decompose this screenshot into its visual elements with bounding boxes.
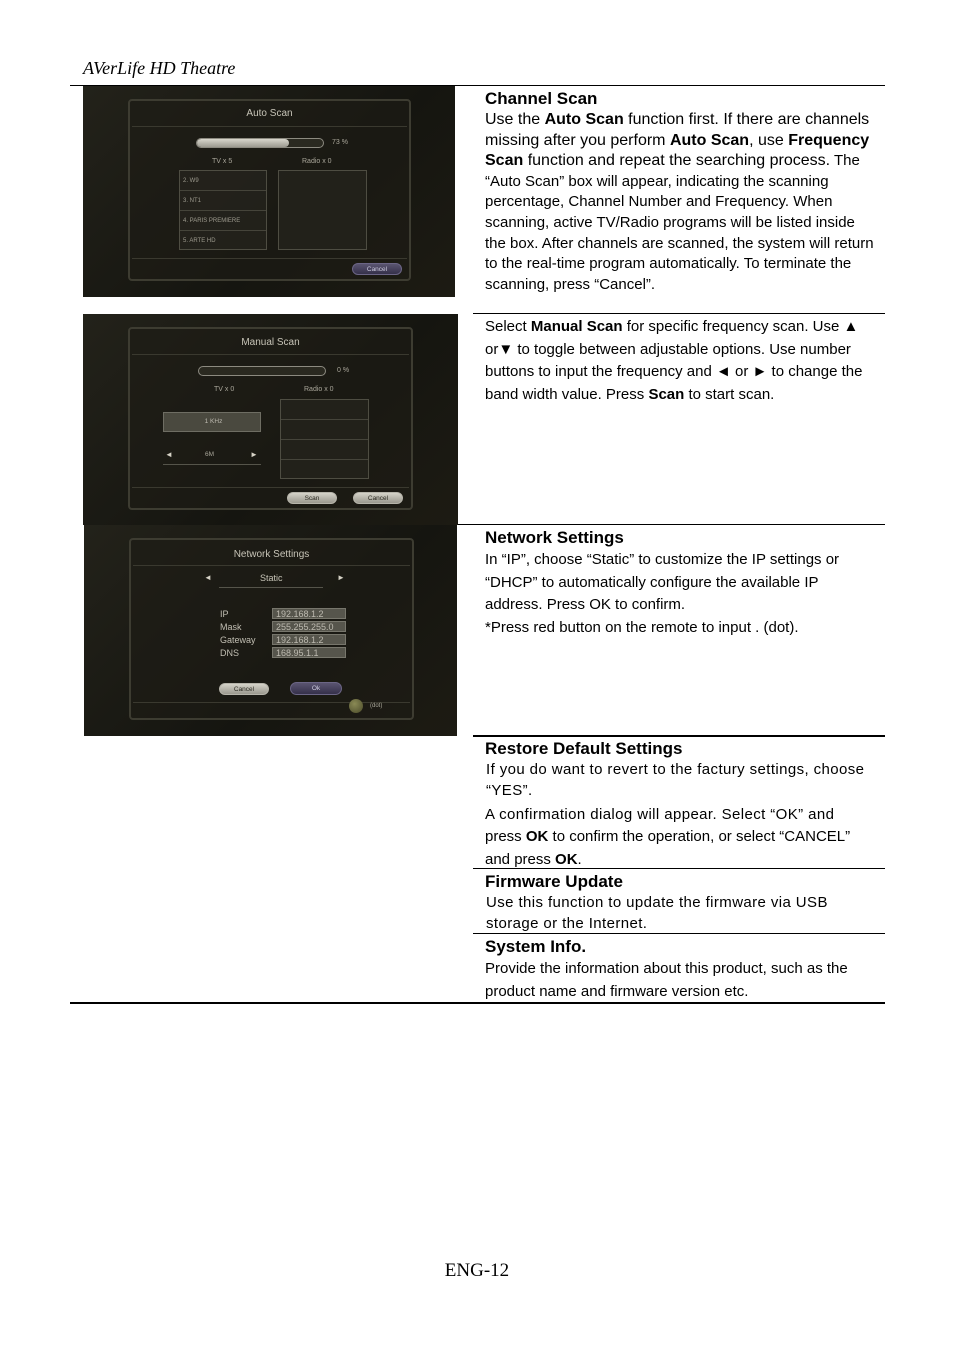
network-mode-value: Static	[260, 573, 283, 583]
bold-run: OK	[555, 850, 578, 868]
manual-scan-radio-count: Radio x 0	[304, 386, 334, 393]
list-item	[281, 440, 368, 460]
manual-scan-text	[485, 316, 877, 406]
text-run: .	[577, 850, 582, 868]
auto-scan-tv-list	[179, 170, 267, 250]
auto-scan-panel	[128, 99, 411, 281]
bold-run: Manual Scan	[530, 318, 623, 335]
list-item: 3. NT1	[180, 191, 266, 211]
dns-label: DNS	[220, 648, 240, 658]
rule-manual-scan	[473, 313, 885, 314]
page-number: ENG-12	[444, 1260, 510, 1281]
bandwidth-right-arrow-icon[interactable]: ►	[250, 450, 258, 459]
bold-run: Frequency Scan	[485, 131, 870, 170]
restore-default-section	[485, 738, 877, 871]
dns-input[interactable]	[272, 647, 346, 658]
network-ok-button[interactable]: Ok	[290, 682, 342, 695]
system-info-heading: System Info.	[485, 937, 587, 956]
auto-scan-cancel-button[interactable]: Cancel	[352, 263, 402, 275]
auto-scan-radio-count: Radio x 0	[302, 158, 332, 165]
gateway-label: Gateway	[220, 635, 256, 645]
manual-scan-scan-button[interactable]: Scan	[287, 492, 337, 504]
manual-scan-panel	[128, 327, 413, 510]
auto-scan-progress-label: 73 %	[332, 139, 348, 146]
network-settings-screenshot	[84, 525, 457, 736]
bold-run: Scan	[648, 385, 685, 403]
panel-divider	[132, 258, 407, 259]
manual-scan-cancel-button[interactable]: Cancel	[353, 492, 403, 504]
text-run: for specific frequency scan. Use ▲ or▼ to toggle between adjustable options. Use number buttons to input the frequency and ◄ or ► to change the band width value. Press	[485, 318, 863, 403]
network-cancel-button[interactable]: Cancel	[219, 683, 269, 695]
channel-scan-section	[485, 88, 877, 295]
network-settings-title: Network Settings	[233, 549, 310, 560]
channel-scan-text	[485, 110, 877, 295]
restore-default-text-1: If you do want to revert to the factury settings, choose “YES”.	[486, 761, 865, 799]
network-settings-panel	[129, 538, 414, 720]
bold-run: OK	[525, 828, 549, 846]
text-run: function first. If there are channels missing after you perform	[485, 111, 870, 149]
mode-left-arrow-icon[interactable]: ◄	[204, 573, 212, 582]
bandwidth-left-arrow-icon[interactable]: ◄	[165, 450, 173, 459]
list-item: 5. ARTE HD	[183, 238, 216, 244]
panel-divider	[132, 487, 409, 488]
text-run: to confirm the operation, or select “CANCEL” and press	[485, 828, 851, 868]
mode-right-arrow-icon[interactable]: ►	[337, 573, 345, 582]
gateway-input[interactable]	[272, 634, 346, 645]
panel-divider	[133, 565, 410, 566]
manual-scan-progress-bar	[198, 366, 326, 376]
panel-divider	[132, 354, 409, 355]
auto-scan-radio-list	[278, 170, 367, 250]
manual-scan-section	[485, 316, 877, 406]
firmware-update-heading: Firmware Update	[485, 872, 623, 891]
network-settings-heading: Network Settings	[485, 528, 624, 547]
system-info-section	[485, 936, 877, 1003]
network-settings-text: In “IP”, choose “Static” to customize the IP settings or “DHCP” to automatically configure the available IP address. Press OK to confirm.	[485, 551, 840, 614]
manual-scan-result-list	[280, 399, 369, 479]
gateway-value: 192.168.1.2	[276, 635, 324, 645]
red-dot-button-icon	[349, 699, 363, 713]
mask-value: 255.255.255.0	[276, 622, 334, 632]
document-header-title: AVerLife HD Theatre	[83, 58, 236, 78]
text-run: function and repeat the searching process.	[523, 152, 831, 170]
network-settings-section	[485, 527, 877, 639]
list-item: 2. W9	[180, 171, 266, 191]
bold-run: Auto Scan	[669, 131, 750, 149]
mode-underline	[219, 587, 323, 588]
bold-run: Auto Scan	[544, 111, 624, 128]
panel-divider	[132, 126, 407, 127]
firmware-update-section	[485, 871, 877, 935]
frequency-input[interactable]	[163, 412, 261, 432]
bandwidth-underline	[163, 464, 261, 465]
list-item	[281, 420, 368, 440]
auto-scan-screenshot	[83, 86, 455, 297]
auto-scan-progress-bar	[196, 138, 324, 148]
ip-label: IP	[220, 609, 229, 619]
rule-network	[458, 524, 885, 525]
list-item	[281, 400, 368, 420]
manual-scan-title: Manual Scan	[241, 337, 300, 348]
mask-input[interactable]	[272, 621, 346, 632]
auto-scan-title: Auto Scan	[246, 108, 293, 119]
manual-scan-tv-count: TV x 0	[214, 386, 235, 393]
auto-scan-progress-fill	[197, 139, 289, 147]
firmware-update-text: Use this function to update the firmware via USB storage or the Internet.	[486, 894, 828, 932]
restore-default-text-3	[485, 826, 877, 871]
auto-scan-tv-count: TV x 5	[212, 158, 233, 165]
list-item: 4. PARIS PREMIERE	[180, 211, 266, 231]
dns-value: 168.95.1.1	[276, 648, 319, 658]
restore-default-heading: Restore Default Settings	[485, 739, 683, 758]
dot-label: (dot)	[370, 703, 383, 709]
text-run: to start scan.	[684, 385, 775, 403]
bandwidth-value: 6M	[205, 451, 215, 458]
restore-default-text-2: A confirmation dialog will appear. Select “OK” and	[485, 805, 835, 823]
list-item	[281, 460, 368, 480]
ip-value: 192.168.1.2	[276, 609, 324, 619]
channel-scan-heading: Channel Scan	[485, 89, 598, 108]
manual-scan-progress-label: 0 %	[337, 367, 350, 374]
text-run: press	[485, 828, 526, 846]
network-settings-note: *Press red button on the remote to input . (dot).	[485, 618, 799, 636]
system-info-text: Provide the information about this product, such as the product name and firmware version etc.	[485, 960, 848, 1000]
panel-divider	[133, 702, 410, 703]
mask-label: Mask	[220, 622, 242, 632]
rule-restore	[473, 735, 885, 737]
frequency-value: 1 KHz	[204, 418, 223, 425]
text-run: Use the	[485, 111, 545, 128]
text-run: The “Auto Scan” box will appear, indicating the scanning percentage, Channel Number and Frequency. When scanning, active TV/Radio programs will be listed inside the box. After channels are scanned, the system will return to the real-time program automatically. To terminate the scanning, press “Cancel”.	[485, 152, 874, 293]
manual-scan-screenshot	[83, 314, 458, 525]
ip-input[interactable]	[272, 608, 346, 619]
text-run: , use	[749, 131, 789, 149]
text-run: Select	[485, 318, 531, 335]
